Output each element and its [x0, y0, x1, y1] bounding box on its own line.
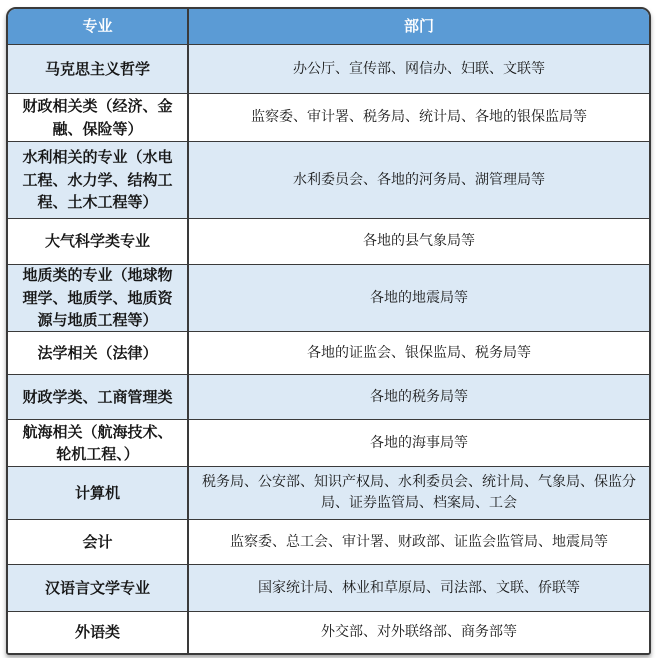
- department-cell: 监察委、总工会、审计署、财政部、证监会监管局、地震局等: [230, 533, 608, 550]
- major-cell: 地质类的专业（地球物理学、地质学、地质资源与地质工程等）: [8, 265, 189, 331]
- department-cell: 外交部、对外联络部、商务部等: [321, 624, 517, 640]
- table-row: [8, 44, 649, 93]
- table-row: [8, 519, 649, 564]
- table-row: [8, 564, 649, 611]
- major-cell: 水利相关的专业（水电工程、水力学、结构工程、土木工程等）: [8, 142, 189, 218]
- major-cell: 会计: [8, 520, 189, 564]
- department-cell: 税务局、公安部、知识产权局、水利委员会、统计局、气象局、保监分局、证券监管局、档案局、工会: [202, 474, 636, 511]
- major-cell: 马克思主义哲学: [8, 45, 189, 93]
- major-cell: 航海相关（航海技术、轮机工程、）: [8, 420, 189, 466]
- header-cell-major: 专业: [8, 9, 189, 44]
- table-row: [8, 264, 649, 331]
- major-cell: 财政相关类（经济、金融、保险等）: [8, 94, 189, 141]
- table-row: [8, 374, 649, 419]
- table-row: [8, 331, 649, 374]
- majors-departments-table: [6, 7, 651, 655]
- department-cell: 水利委员会、各地的河务局、湖管理局等: [293, 171, 545, 188]
- department-cell: 办公厅、宣传部、网信办、妇联、文联等: [293, 60, 545, 77]
- table-header-row: [8, 9, 649, 44]
- department-cell: 各地的地震局等: [370, 289, 468, 306]
- table-row: [8, 141, 649, 218]
- table-row: [8, 93, 649, 141]
- major-cell: 大气科学类专业: [8, 219, 189, 264]
- table-row: [8, 218, 649, 264]
- table-row: [8, 419, 649, 466]
- department-cell: 各地的税务局等: [370, 388, 468, 405]
- major-cell: 计算机: [8, 467, 189, 519]
- major-cell: 外语类: [8, 612, 189, 653]
- major-cell: 财政学类、工商管理类: [8, 375, 189, 419]
- department-cell: 监察委、审计署、税务局、统计局、各地的银保监局等: [251, 109, 587, 125]
- department-cell: 各地的证监会、银保监局、税务局等: [307, 344, 531, 361]
- department-cell: 各地的海事局等: [370, 434, 468, 451]
- department-cell: 国家统计局、林业和草原局、司法部、文联、侨联等: [258, 579, 580, 596]
- major-cell: 法学相关（法律）: [8, 332, 189, 374]
- header-cell-department: 部门: [403, 17, 434, 36]
- table-row: [8, 466, 649, 519]
- department-cell: 各地的县气象局等: [363, 233, 475, 249]
- table-row: [8, 611, 649, 653]
- major-cell: 汉语言文学专业: [8, 565, 189, 611]
